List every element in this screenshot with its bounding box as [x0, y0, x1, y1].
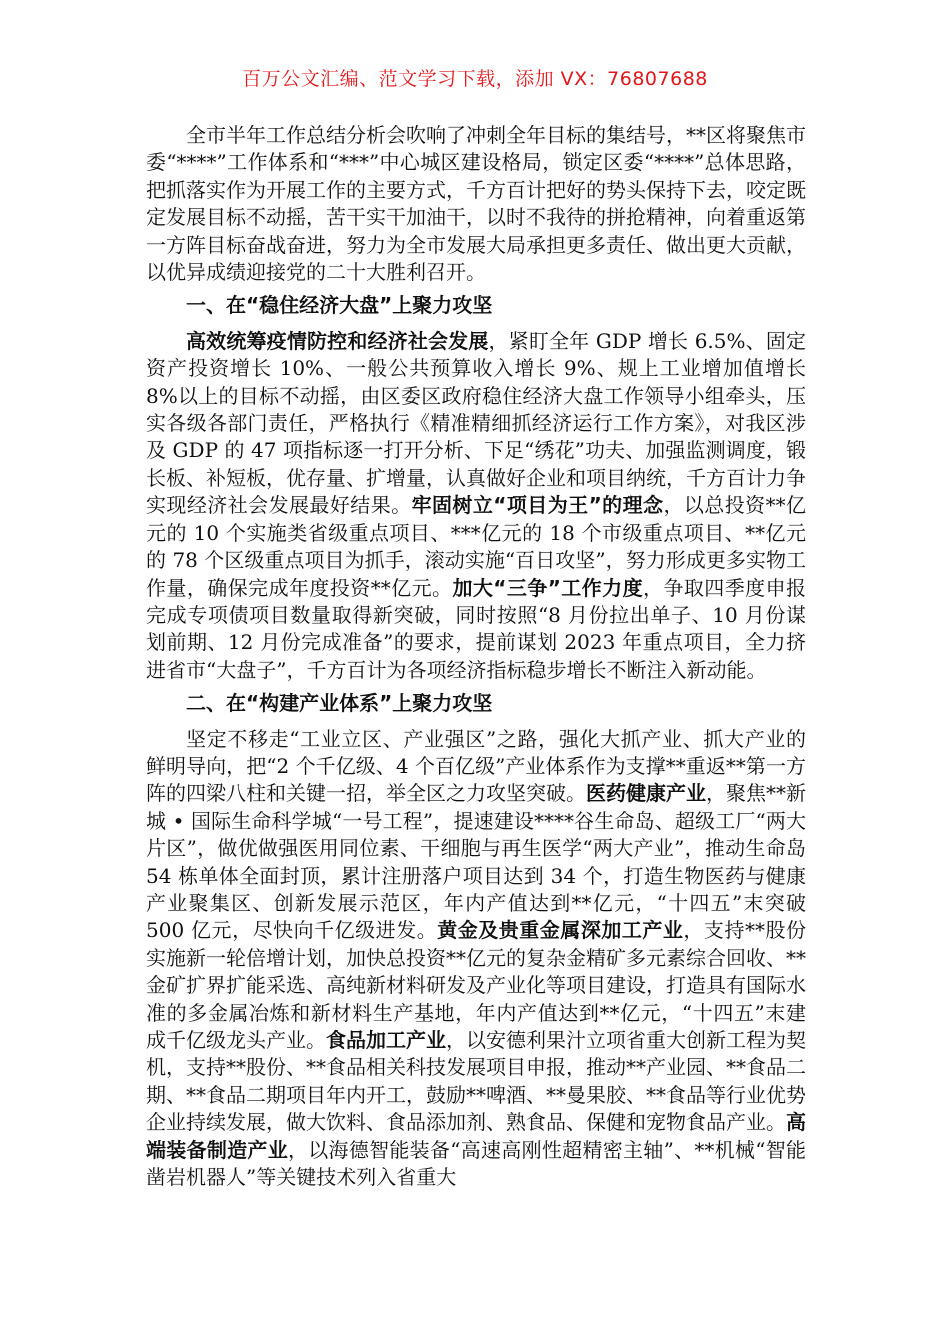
paragraph-text: ，争取四季度申报完成专项债项目数量取得新突破，同时按照“8 月份拉出单子、10 月份谋划前期、12 月份完成准备”的要求，提前谋划 2023 年重点项目，全力挤进省市“大盘子”，千方百计为各项经济指标稳步增长不断注入新动能。: [146, 575, 807, 682]
bold-lead: 加大“三争”工作力度: [452, 575, 644, 600]
paragraph-text: ，以安德利果汁立项省重大创新工程为契机，支持**股份、**食品相关科技发展项目申报，推动**产业园、**食品二期、**食品二期项目年内开工，鼓励**啤酒、**曼果胶、**食品等行业优势企业持续发展，做大饮料、食品添加剂、熟食品、保健和宠物食品产业。: [146, 1028, 806, 1135]
section-heading-1: 一、在“稳住经济大盘”上聚力攻坚: [186, 293, 493, 318]
paragraph-text: ，紧盯全年 GDP 增长 6.5%、固定资产投资增长 10%、一般公共预算收入增长 9%、规上工业增加值增长 8%以上的目标不动摇，由区委区政府稳住经济大盘工作领导小组牵头，压实各级各部门责任，严格执行《精准精细抓经济运行工作方案》，对我区涉及 GDP 的 47 项指标逐一打开分析、下足“绣花”功夫、加强监测调度，锻长板、补短板，优存量、扩增量，认真做好企业和项目纳统，千方百计力争实现经济社会发展最好结果。: [146, 328, 807, 518]
bold-lead: 牢固树立“项目为王”的理念: [411, 493, 664, 518]
paragraph-text: 坚定不移走“工业立区、产业强区”之路，强化大抓产业、抓大产业的鲜明导向，把“2 个千亿级、4 个百亿级”产业体系作为支撑**重返**第一方阵的四梁八柱和关键一招，举全区之力攻坚突破。: [146, 726, 806, 806]
section2-paragraph: [146, 726, 806, 1192]
paragraph-text: ，支持**股份实施新一轮倍增计划，加快总投资**亿元的复杂金精矿多元素综合回收、**金矿扩界扩能采选、高纯新材料研发及产业化等项目建设，打造具有国际水准的多金属冶炼和新材料生产基地，年内产值达到**亿元，“十四五”末建成千亿级龙头产业。: [146, 918, 806, 1052]
intro-paragraph: 全市半年工作总结分析会吹响了冲刺全年目标的集结号，**区将聚焦市委“****”工作体系和“***”中心城区建设格局，锁定区委“****”总体思路，把抓落实作为开展工作的主要方式，千方百计把好的势头保持下去，咬定既定发展目标不动摇，苦干实干加油干，以时不我待的拼抢精神，向着重返第一方阵目标奋战奋进，努力为全市发展大局承担更多责任、做出更大贡献，以优异成绩迎接党的二十大胜利召开。: [146, 123, 806, 285]
paragraph-text: ，以海德智能装备“高速高刚性超精密主轴”、**机械“智能凿岩机器人”等关键技术列入省重大: [146, 1137, 806, 1190]
bold-lead: 医药健康产业: [586, 781, 706, 806]
bold-lead: 黄金及贵重金属深加工产业: [437, 918, 684, 943]
bold-lead: 高端装备制造产业: [146, 1110, 806, 1162]
section1-paragraph: [146, 328, 806, 684]
section-heading-2: 二、在“构建产业体系”上聚力攻坚: [186, 691, 493, 716]
paragraph-text: ，以总投资**亿元的 10 个实施类省级重点项目、***亿元的 18 个市级重点项目、**亿元的 78 个区级重点项目为抓手，滚动实施“百日攻坚”，努力形成更多实物工作量，确保完成年度投资**亿元。: [146, 493, 807, 600]
paragraph-text: ，聚焦**新城 • 国际生命科学城“一号工程”，提速建设****谷生命岛、超级工厂“两大片区”，做优做强医用同位素、干细胞与再生医学“两大产业”，推动生命岛 54 栋单体全面封顶，累计注册落户项目达到 34 个，打造生物医药与健康产业聚集区、创新发展示范区，年内产值达到**亿元，“十四五”末突破 500 亿元，尽快向千亿级进发。: [146, 781, 806, 943]
bold-lead: 高效统筹疫情防控和经济社会发展: [186, 328, 489, 353]
document-body: [146, 122, 806, 1191]
watermark-banner: 百万公文汇编、范文学习下载，添加 VX：76807688: [242, 68, 708, 90]
bold-lead: 食品加工产业: [326, 1028, 446, 1052]
